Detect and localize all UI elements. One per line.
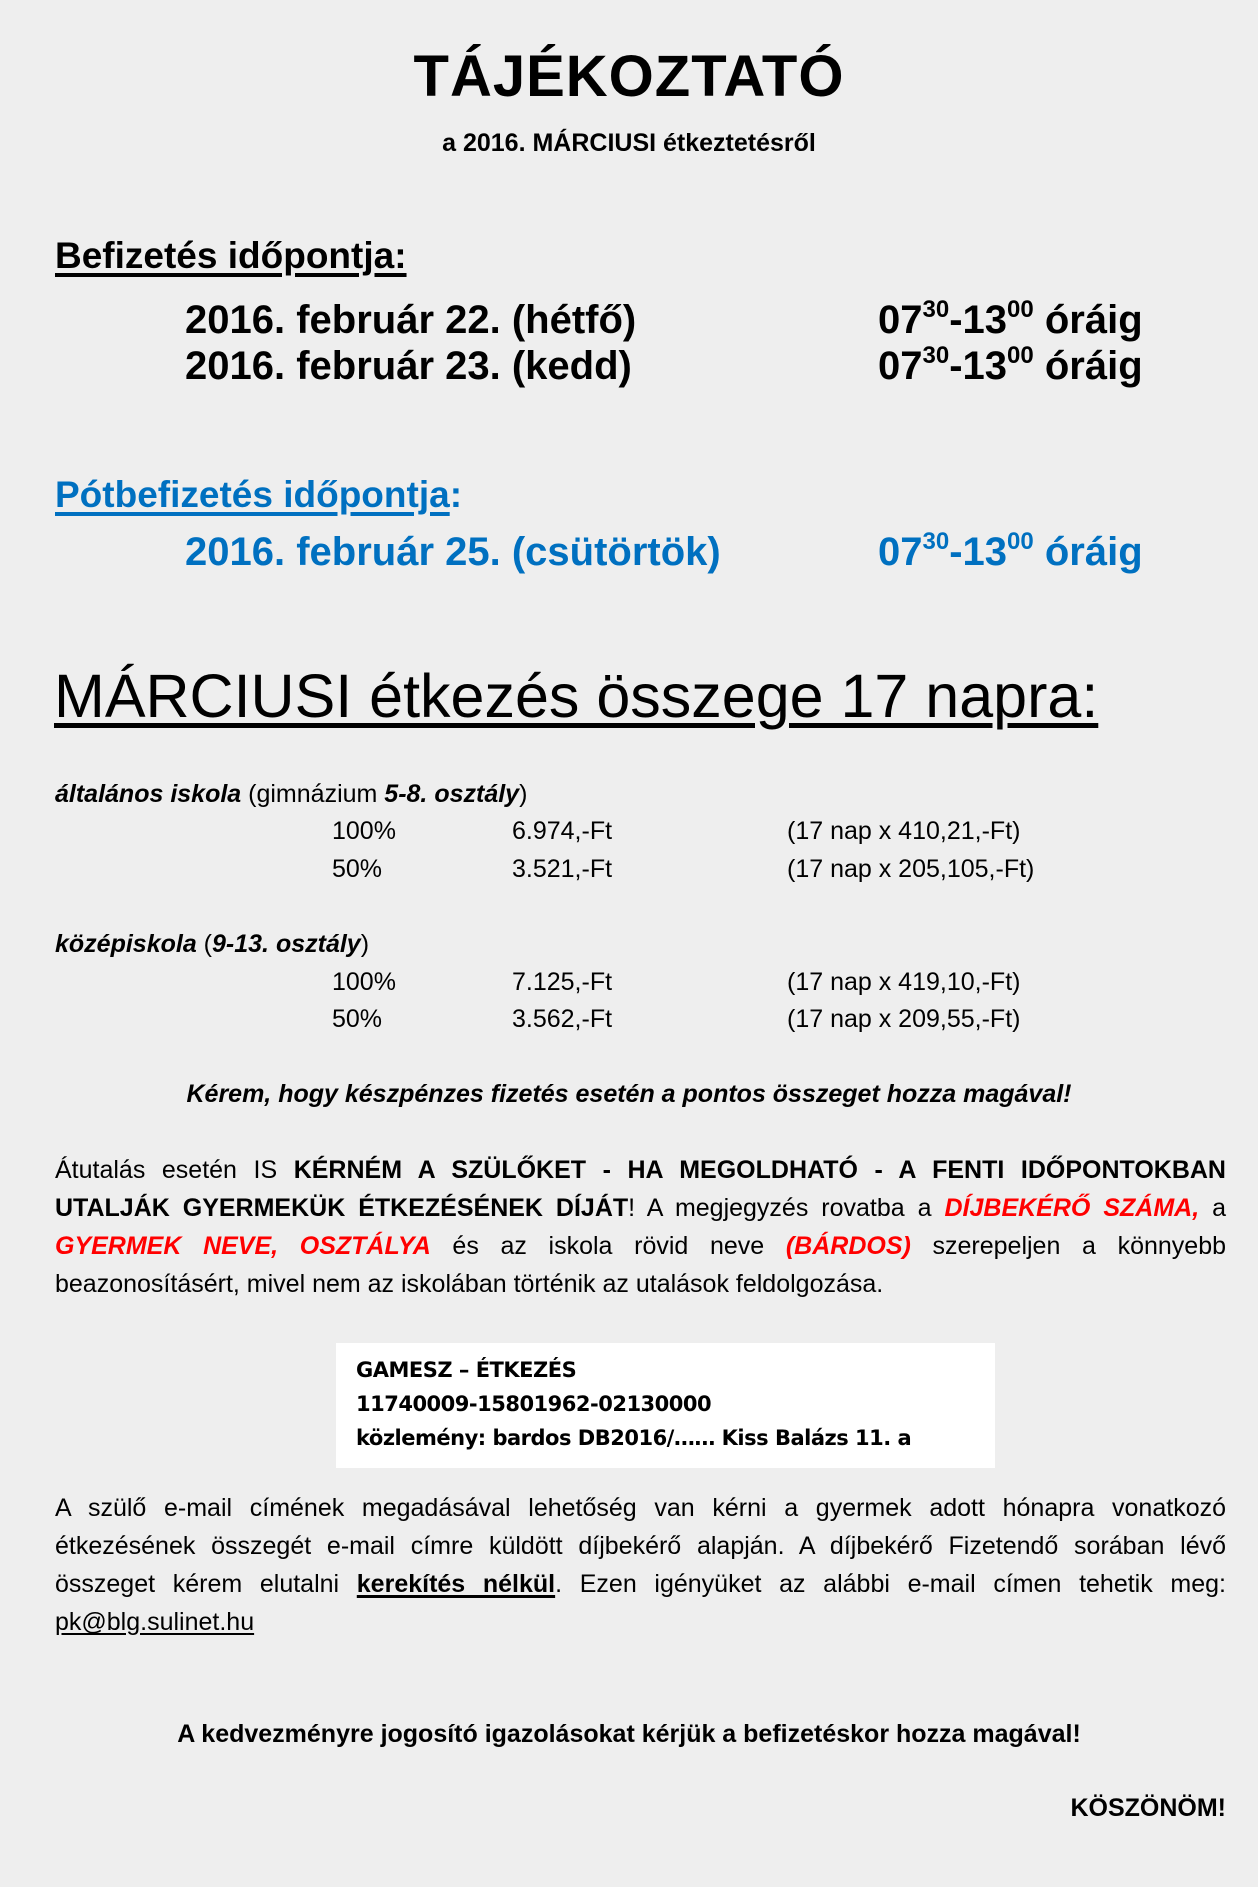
category-secondary: [55, 928, 369, 960]
late-payment-time: [878, 528, 1143, 576]
text: és az iskola rövid neve: [430, 1232, 786, 1260]
category-elementary: [55, 778, 527, 810]
invoice-number-highlight: DÍJBEKÉRŐ SZÁMA,: [944, 1194, 1200, 1222]
document-title: TÁJÉKOZTATÓ: [413, 44, 845, 109]
category-name: általános iskola: [55, 780, 242, 808]
row-amount: 7.125,-Ft: [512, 968, 613, 996]
row-percent: 100%: [332, 968, 396, 996]
row-amount: 3.521,-Ft: [512, 855, 613, 883]
time-suffix: óráig: [1033, 298, 1143, 342]
late-payment-colon: :: [449, 474, 463, 515]
category-name: középiskola: [55, 930, 197, 958]
category-paren-open: (: [196, 930, 213, 958]
discount-note: A kedvezményre jogosító igazolásokat kérjük a befizetéskor hozza magával!: [177, 1720, 1081, 1748]
row-amount: 3.562,-Ft: [512, 1005, 613, 1033]
text: A szülő e-mail címének megadásával lehetőség van kérni a gyermek adott hónapra vonatkozó étkezésének összegét e-mail címre küldött díjbekérő alapján. A díjbekérő Fizetendő sorában lévő összeget kérem elutalni: [55, 1494, 1226, 1598]
row-calc: (17 nap x 209,55,-Ft): [787, 1005, 1021, 1033]
time-end-minute: 00: [1007, 528, 1034, 555]
category-paren-close: ): [360, 930, 370, 958]
cash-note: Kérem, hogy készpénzes fizetés esetén a pontos összeget hozza magával!: [186, 1080, 1072, 1108]
row-percent: 50%: [332, 1005, 383, 1033]
time-start-minute: 30: [922, 296, 950, 323]
payment-heading: Befizetés időpontja:: [55, 235, 407, 276]
text: a: [1199, 1194, 1226, 1222]
email-paragraph: [55, 1489, 1226, 1641]
document-subtitle: a 2016. MÁRCIUSI étkeztetésről: [442, 129, 816, 157]
row-percent: 50%: [332, 855, 383, 883]
bank-transfer-memo: közlemény: bardos DB2016/…… Kiss Balázs 11. a: [356, 1426, 912, 1450]
time-suffix: óráig: [1033, 530, 1143, 574]
row-calc: (17 nap x 410,21,-Ft): [787, 817, 1021, 845]
thanks-text: KÖSZÖNÖM!: [1070, 1794, 1226, 1822]
text: Átutalás esetén IS: [55, 1156, 294, 1184]
time-start-hour: 07: [878, 298, 923, 342]
child-name-class-highlight: GYERMEK NEVE, OSZTÁLYA: [55, 1232, 431, 1260]
email-link[interactable]: pk@blg.sulinet.hu: [55, 1608, 255, 1636]
row-calc: (17 nap x 205,105,-Ft): [787, 855, 1035, 883]
category-paren-close: ): [519, 780, 528, 808]
amounts-heading: MÁRCIUSI étkezés összege 17 napra:: [54, 662, 1099, 730]
time-end-hour: -13: [949, 344, 1008, 388]
time-end-hour: -13: [949, 298, 1008, 342]
time-end-minute: 00: [1007, 296, 1034, 323]
time-start-minute: 30: [922, 342, 950, 369]
text: ! A megjegyzés rovatba a: [628, 1194, 945, 1222]
payment-date-1: 2016. február 22. (hétfő): [185, 298, 637, 342]
time-start-hour: 07: [878, 530, 923, 574]
row-percent: 100%: [332, 817, 396, 845]
text: . Ezen igényüket az alábbi e-mail címen tehetik meg:: [555, 1570, 1226, 1598]
late-payment-date: 2016. február 25. (csütörtök): [185, 530, 721, 574]
time-end-hour: -13: [949, 530, 1008, 574]
payment-time-1: [878, 296, 1143, 344]
bank-account-name: GAMESZ – ÉTKEZÉS: [356, 1358, 577, 1382]
late-payment-heading: [55, 473, 462, 517]
time-suffix: óráig: [1033, 344, 1143, 388]
time-start-hour: 07: [878, 344, 923, 388]
late-payment-heading-text: Pótbefizetés időpontja: [55, 474, 450, 515]
bold-request: KÉRNÉM A SZÜLŐKET - HA MEGOLDHATÓ - A FENTI IDŐPONTOKBAN UTALJÁK GYERMEKÜK ÉTKEZÉSÉNEK DÍJÁT: [55, 1156, 1226, 1222]
category-grade: 9-13. osztály: [212, 930, 361, 958]
transfer-paragraph: [55, 1151, 1226, 1303]
payment-date-2: 2016. február 23. (kedd): [185, 344, 632, 388]
time-start-minute: 30: [922, 528, 950, 555]
row-calc: (17 nap x 419,10,-Ft): [787, 968, 1021, 996]
time-end-minute: 00: [1007, 342, 1034, 369]
category-paren-open: (gimnázium: [241, 780, 385, 808]
payment-time-2: [878, 342, 1143, 390]
bank-details-box: [336, 1343, 995, 1468]
school-short-name-highlight: (BÁRDOS): [785, 1232, 911, 1260]
category-grade: 5-8. osztály: [384, 780, 520, 808]
no-rounding-emphasis: kerekítés nélkül: [356, 1570, 556, 1598]
bank-account-number: 11740009-15801962-02130000: [356, 1392, 712, 1416]
row-amount: 6.974,-Ft: [512, 817, 613, 845]
text: szerepeljen a könnyebb beazonosításért, mivel nem az iskolában történik az utalások feldolgozása.: [55, 1232, 1227, 1298]
